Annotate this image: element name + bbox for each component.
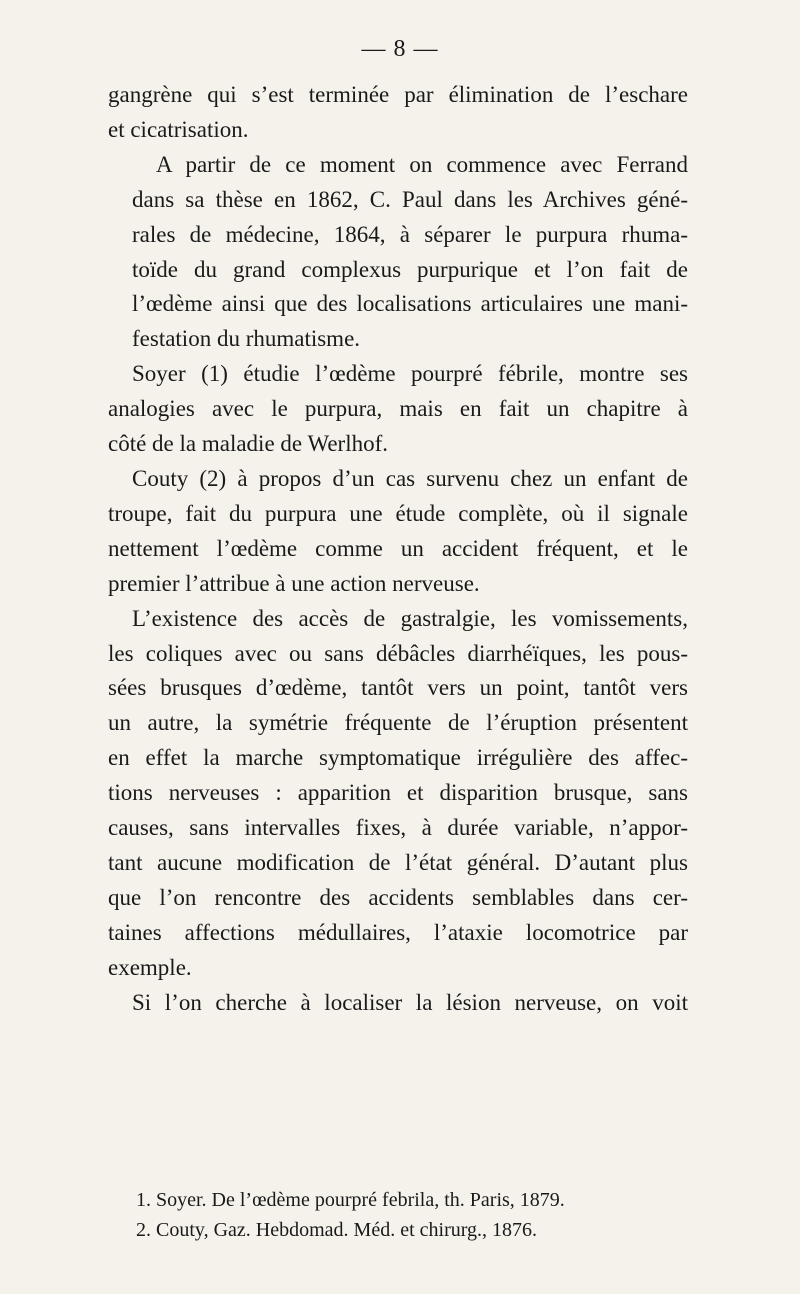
paragraph <box>108 986 688 1021</box>
paragraph <box>108 148 688 357</box>
text-line: nettement l’œdème comme un accident fréquent, et le <box>108 535 688 561</box>
text-line: festation du rhumatisme. <box>132 326 361 352</box>
text-line: gangrène qui s’est terminée par élimination de l’eschare <box>108 82 688 107</box>
text-line: côté de la maladie de Werlhof. <box>108 431 388 457</box>
text-line: Soyer (1) étudie l’œdème pourpré fébrile, montre ses <box>132 361 688 387</box>
text-line: dans sa thèse en 1862, C. Paul dans les Archives géné- <box>132 186 688 212</box>
text-line: exemple. <box>108 954 192 980</box>
text-line: causes, sans intervalles fixes, à durée variable, n’appor- <box>108 815 688 841</box>
paragraph <box>108 462 688 602</box>
page-number: — 8 — <box>361 36 439 62</box>
footnotes <box>108 1185 708 1245</box>
paragraph <box>108 78 688 148</box>
text-line: tant aucune modification de l’état général. D’autant plus <box>108 849 688 875</box>
body-text <box>108 78 688 1020</box>
paragraph <box>108 357 688 462</box>
text-line: Si l’on cherche à localiser la lésion nerveuse, on voit <box>132 989 688 1015</box>
text-line: et cicatrisation. <box>108 116 249 142</box>
text-line: sées brusques d’œdème, tantôt vers un point, tantôt vers <box>108 675 688 701</box>
text-line: que l’on rencontre des accidents semblables dans cer- <box>108 884 688 910</box>
text-line: rales de médecine, 1864, à séparer le purpura rhuma- <box>132 221 688 247</box>
text-line: A partir de ce moment on commence avec Ferrand <box>156 151 688 177</box>
footnote: 1. Soyer. De l’œdème pourpré febrila, th. Paris, 1879. <box>136 1189 565 1211</box>
text-line: taines affections médullaires, l’ataxie locomotrice par <box>108 919 688 945</box>
text-line: troupe, fait du purpura une étude complète, où il signale <box>108 500 688 526</box>
footnote: 2. Couty, Gaz. Hebdomad. Méd. et chirurg., 1876. <box>136 1219 538 1241</box>
text-line: l’œdème ainsi que des localisations articulaires une mani- <box>132 291 688 317</box>
text-line: L’existence des accès de gastralgie, les vomissements, <box>132 605 688 631</box>
text-line: Couty (2) à propos d’un cas survenu chez un enfant de <box>132 465 688 491</box>
text-line: en effet la marche symptomatique irrégulière des affec- <box>108 745 688 771</box>
text-line: analogies avec le purpura, mais en fait un chapitre à <box>108 396 688 422</box>
text-line: toïde du grand complexus purpurique et l’on fait de <box>132 256 688 282</box>
text-line: premier l’attribue à une action nerveuse. <box>108 570 480 596</box>
paragraph <box>108 602 688 986</box>
text-line: les coliques avec ou sans débâcles diarrhéïques, les pous- <box>108 640 688 666</box>
text-line: tions nerveuses : apparition et disparition brusque, sans <box>108 780 688 806</box>
text-line: un autre, la symétrie fréquente de l’éruption présentent <box>108 710 688 736</box>
